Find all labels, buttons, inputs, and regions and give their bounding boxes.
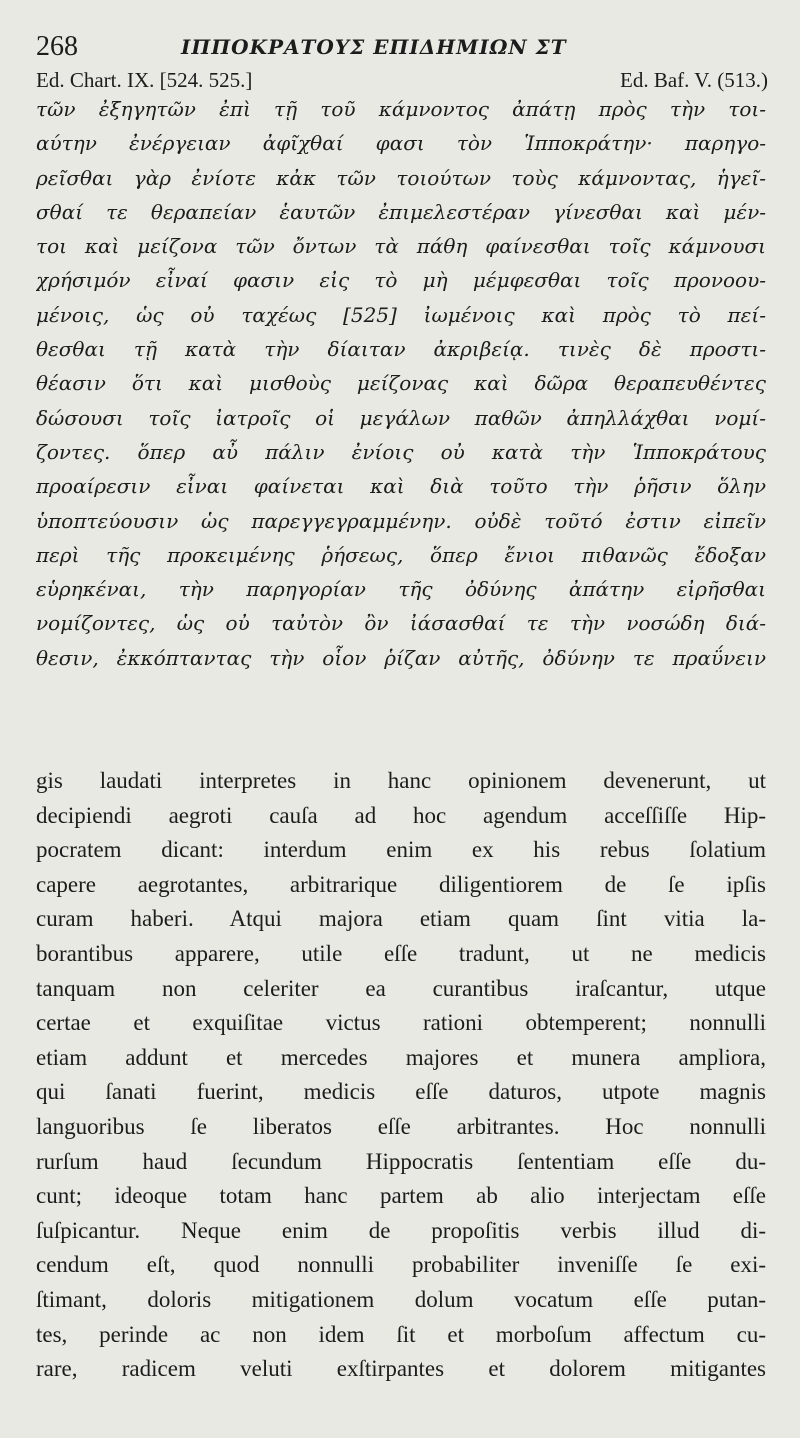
text-line: tanquam non celeriter ea curantibus iraſcantur, utque xyxy=(36,975,766,1001)
text-line: ſuſpicantur. Neque enim de propoſitis verbis illud di- xyxy=(36,1217,766,1243)
text-line: etiam addunt et mercedes majores et munera ampliora, xyxy=(36,1044,766,1070)
text-line: προαίρεσιν εἶναι φαίνεται καὶ διὰ τοῦτο τὴν ῥῆσιν ὅλην xyxy=(36,474,766,499)
text-line: τοι καὶ μείζονα τῶν ὄντων τὰ πάθη φαίνεσθαι τοῖς κάμνουσι xyxy=(36,234,766,259)
text-line: ρεῖσθαι γὰρ ἐνίοτε κἀκ τῶν τοιούτων τοὺς κάμνοντας, ἡγεῖ- xyxy=(36,165,766,190)
text-line: pocratem dicant: interdum enim ex his rebus ſolatium xyxy=(36,837,766,863)
text-line: borantibus apparere, utile eſſe tradunt, ut ne medicis xyxy=(36,940,766,966)
text-line: σθαί τε θεραπείαν ἑαυτῶν ἐπιμελεστέραν γίνεσθαι καὶ μέν- xyxy=(36,199,766,224)
text-line: decipiendi aegroti cauſa ad hoc agendum acceſſiſſe Hip- xyxy=(36,802,766,828)
text-line: νομίζοντες, ὡς οὐ ταὐτὸν ὂν ἰάσασθαί τε τὴν νοσώδη διά- xyxy=(36,611,766,636)
text-line: τῶν ἐξηγητῶν ἐπὶ τῇ τοῦ κάμνοντος ἀπάτῃ πρὸς τὴν τοι- xyxy=(36,97,766,121)
text-line: curam haberi. Atqui majora etiam quam ſint vitia la- xyxy=(36,906,766,932)
text-line: ſtimant, doloris mitigationem dolum vocatum eſſe putan- xyxy=(36,1286,766,1312)
text-line: θέασιν ὅτι καὶ μισθοὺς μείζονας καὶ δῶρα θεραπευθέντες xyxy=(36,371,766,396)
latin-text-block xyxy=(36,764,766,1387)
text-line: rurſum haud ſecundum Hippocratis ſententiam eſſe du- xyxy=(36,1148,766,1174)
text-line: περὶ τῆς προκειμένης ῥήσεως, ὅπερ ἔνιοι πιθανῶς ἔδοξαν xyxy=(36,542,766,567)
text-line: languoribus ſe liberatos eſſe arbitrantes. Hoc nonnulli xyxy=(36,1113,766,1139)
edition-chartier-ref: Ed. Chart. IX. [524. 525.] xyxy=(36,68,253,92)
text-line: rare, radicem veluti exſtirpantes et dolorem mitigantes xyxy=(36,1356,766,1382)
text-line: gis laudati interpretes in hanc opinionem devenerunt, ut xyxy=(36,768,766,793)
text-line: capere aegrotantes, arbitrarique diligentiorem de ſe ipſis xyxy=(36,871,766,897)
edition-reference-line xyxy=(36,66,768,94)
text-line: cunt; ideoque totam hanc partem ab alio interjectam eſſe xyxy=(36,1183,766,1209)
edition-basel-ref: Ed. Baf. V. (513.) xyxy=(620,68,768,92)
text-line: qui ſanati fuerint, medicis eſſe daturos, utpote magnis xyxy=(36,1079,766,1105)
show-through-bleed xyxy=(36,697,766,725)
text-line: εὑρηκέναι, τὴν παρηγορίαν τῆς ὀδύνης ἀπάτην εἰρῆσθαι xyxy=(36,577,766,602)
page-number: 268 xyxy=(36,31,78,62)
text-line: αύτην ἐνέργειαν ἀφῖχθαί φασι τὸν Ἱπποκράτην· παρηγο- xyxy=(36,131,766,156)
text-line: θεσιν, ἐκκόπταντας τὴν οἷον ῥίζαν αὐτῆς, ὀδύνην τε πραΰνειν xyxy=(36,645,766,670)
text-line: cendum eſt, quod nonnulli probabiliter inveniſſe ſe exi- xyxy=(36,1252,766,1278)
text-line: ζοντες. ὅπερ αὖ πάλιν ἐνίοις οὐ κατὰ τὴν Ἱπποκράτους xyxy=(36,439,766,464)
running-head xyxy=(36,30,776,64)
text-line: ὑποπτεύουσιν ὡς παρεγγεγραμμένην. οὐδὲ τοῦτό ἐστιν εἰπεῖν xyxy=(36,508,766,533)
greek-text-block xyxy=(36,92,766,675)
text-line: χρήσιμόν εἶναί φασιν εἰς τὸ μὴ μέμφεσθαι τοῖς προνοου- xyxy=(36,268,766,293)
text-line: δώσουσι τοῖς ἰατροῖς οἱ μεγάλων παθῶν ἀπηλλάχθαι νομί- xyxy=(36,405,766,430)
text-line: tes, perinde ac non idem ſit et morboſum affectum cu- xyxy=(36,1321,766,1347)
text-line: μένοις, ὡς οὐ ταχέως [525] ἰωμένοις καὶ πρὸς τὸ πεί- xyxy=(36,302,766,327)
text-line: certae et exquiſitae victus rationi obtemperent; nonnulli xyxy=(36,1010,766,1036)
running-title: ΙΠΠΟΚΡΑΤΟΥΣ ΕΠΙΔΗΜΙΩΝ ΣΤ xyxy=(181,35,567,59)
text-line: θεσθαι τῇ κατὰ τὴν δίαιταν ἀκριβείᾳ. τινὲς δὲ προστι- xyxy=(36,337,766,362)
